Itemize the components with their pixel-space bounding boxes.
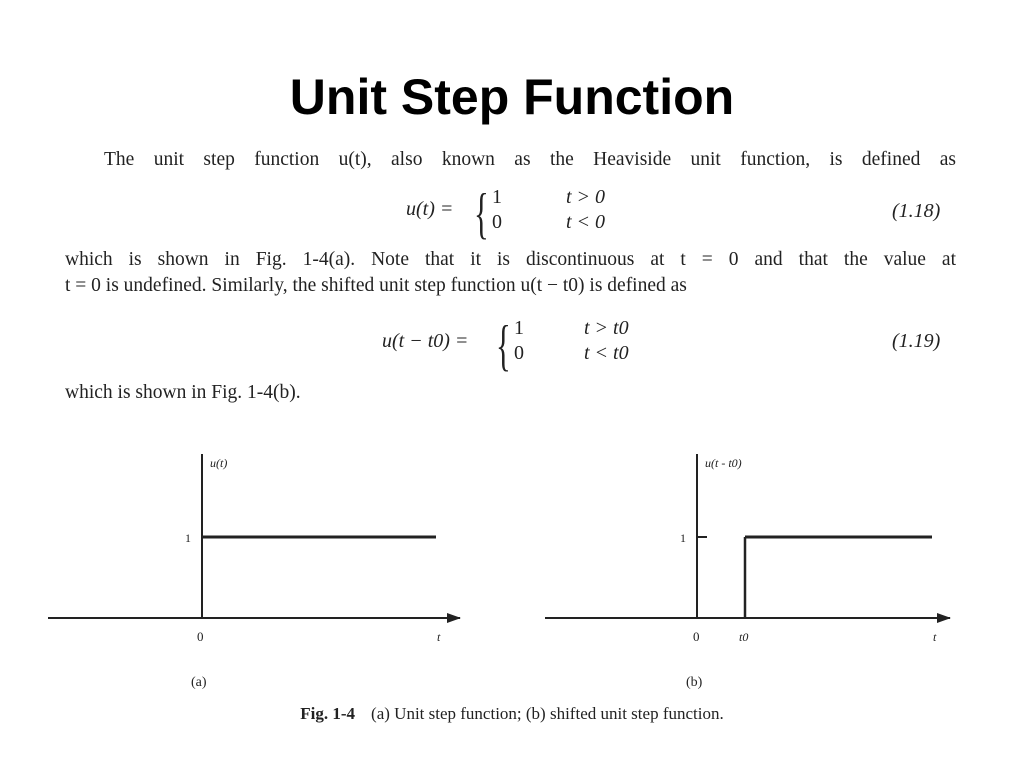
figure-number: Fig. 1-4	[300, 704, 356, 723]
y-axis-label: u(t)	[210, 456, 228, 470]
brace-symbol: {	[474, 183, 489, 245]
x-axis-label: t	[437, 630, 441, 644]
equation-number-1-18: (1.18)	[892, 200, 941, 222]
equation-value-2: 0	[492, 211, 502, 233]
tick-label-one: 1	[680, 531, 686, 545]
equation-value-1: 1	[492, 186, 502, 208]
paragraph-intro-text: The unit step function u(t), also known as the Heaviside unit function, is defined as	[104, 149, 956, 170]
equation-condition-2: t < 0	[566, 211, 606, 233]
equation-condition-1: t > 0	[566, 186, 606, 208]
t0-label: t0	[739, 630, 749, 644]
subfigure-label: (a)	[191, 675, 207, 690]
tick-label-one: 1	[185, 531, 191, 545]
equation-condition-1: t > t0	[584, 317, 629, 339]
origin-label: 0	[693, 629, 700, 644]
paragraph-figure-ref-text: which is shown in Fig. 1-4(b).	[65, 382, 301, 403]
figure-a	[48, 454, 460, 690]
equation-number-1-19: (1.19)	[892, 330, 941, 352]
origin-label: 0	[197, 629, 204, 644]
equation-lhs: u(t − t0) =	[382, 330, 469, 352]
y-axis-label: u(t - t0)	[705, 456, 742, 470]
paragraph-line-2-text: t = 0 is undefined. Similarly, the shifted unit step function u(t − t0) is defined as	[65, 275, 687, 296]
brace-symbol: {	[496, 315, 511, 377]
figure-b	[545, 454, 950, 690]
figure-caption-text: (a) Unit step function; (b) shifted unit step function.	[371, 704, 724, 723]
subfigure-label: (b)	[686, 675, 703, 690]
equation-value-2: 0	[514, 342, 524, 364]
equation-value-1: 1	[514, 317, 524, 339]
page-title: Unit Step Function	[289, 69, 735, 125]
x-axis-label: t	[933, 630, 937, 644]
figure-caption	[0, 704, 1024, 724]
equation-lhs: u(t) =	[406, 198, 454, 220]
paragraph-line-1-text: which is shown in Fig. 1-4(a). Note that it is discontinuous at t = 0 and that the value at	[65, 249, 956, 270]
equation-condition-2: t < t0	[584, 342, 629, 364]
